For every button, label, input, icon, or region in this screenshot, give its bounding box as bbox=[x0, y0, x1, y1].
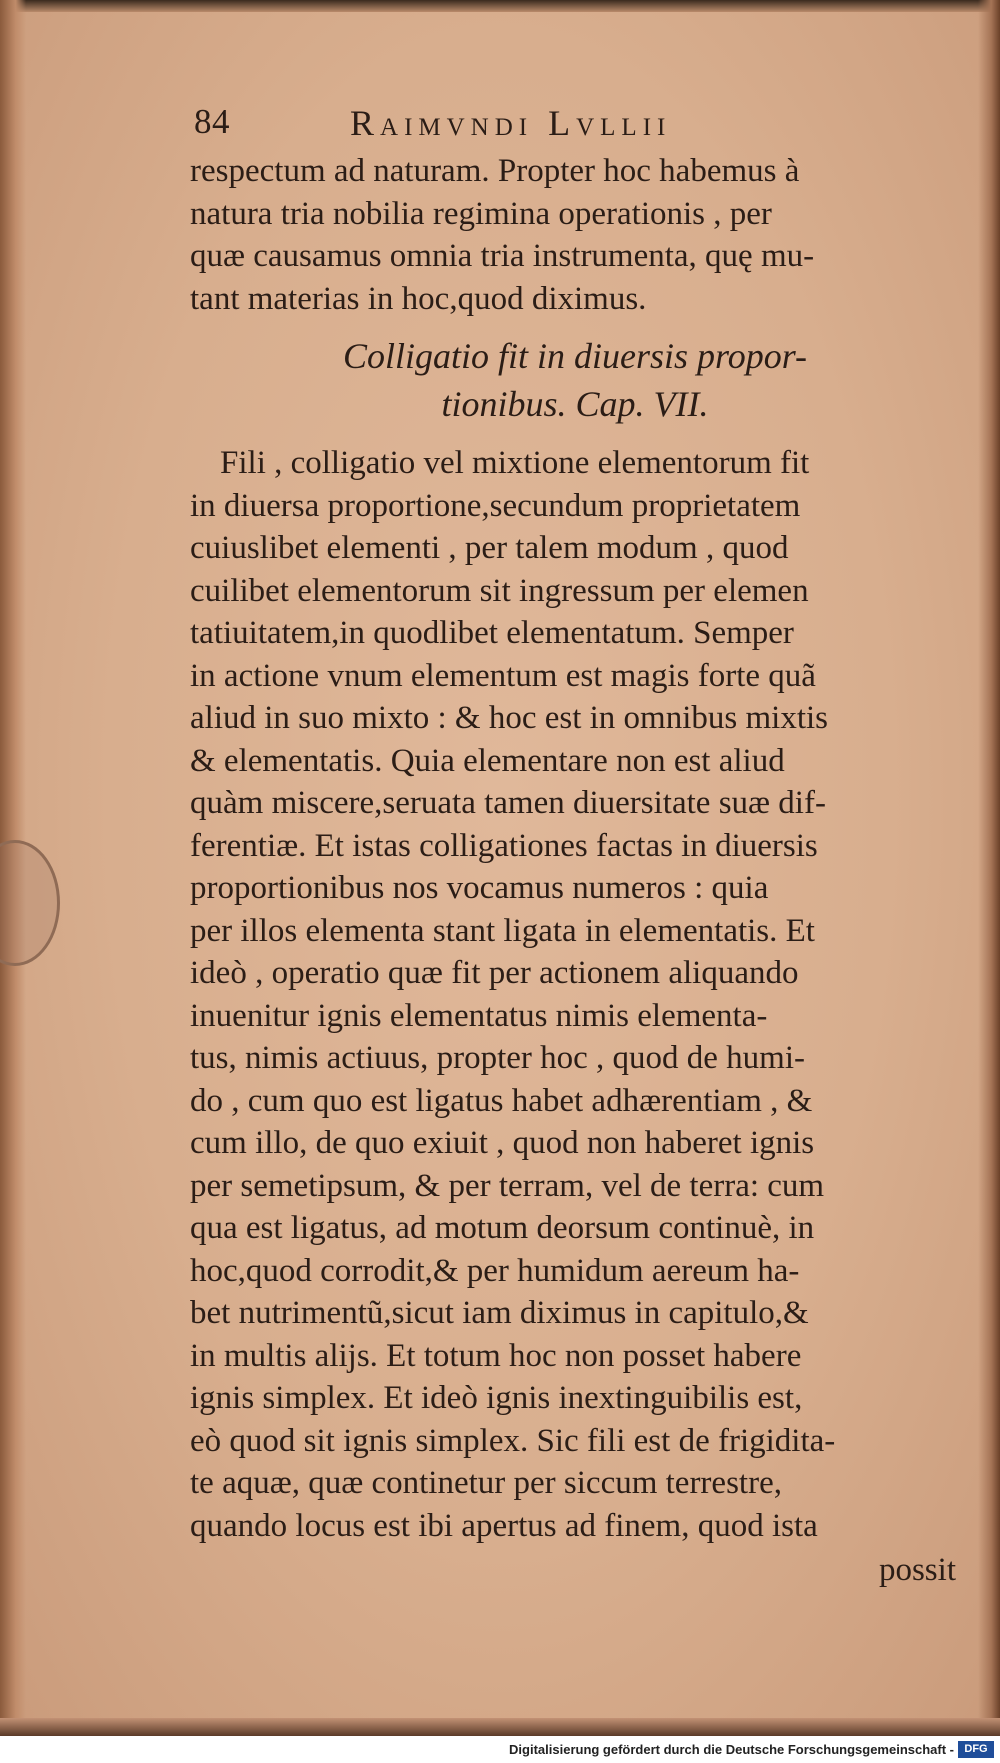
footer-credit: Digitalisierung gefördert durch die Deutsche Forschungsgemeinschaft - bbox=[509, 1742, 954, 1757]
binding-clasp-mark bbox=[0, 840, 60, 966]
text-line: cuiuslibet elementi , per talem modum , quod bbox=[190, 530, 789, 566]
text-line: quàm miscere,seruata tamen diuersitate suæ dif- bbox=[190, 785, 826, 821]
text-line: in multis alijs. Et totum hoc non posset habere bbox=[190, 1337, 802, 1374]
text-line: ideò , operatio quæ fit per actionem aliquando bbox=[190, 955, 799, 991]
text-line: tatiuitatem,in quodlibet elementatum. Semper bbox=[190, 615, 794, 651]
text-line: aliud in suo mixto : & hoc est in omnibus mixtis bbox=[190, 700, 829, 736]
text-line: tus, nimis actiuus, propter hoc , quod de humi- bbox=[190, 1040, 805, 1076]
text-line: hoc,quod corrodit,& per humidum aereum ha- bbox=[190, 1252, 800, 1289]
text-line: quando locus est ibi apertus ad finem, quod ista bbox=[190, 1507, 818, 1544]
page-top-edge bbox=[0, 0, 1000, 12]
text-line: cum illo, de quo exiuit , quod non haberet ignis bbox=[190, 1125, 815, 1161]
text-line: natura tria nobilia regimina operationis , per bbox=[190, 195, 772, 232]
text-line: respectum ad naturam. Propter hoc habemus à bbox=[190, 153, 800, 189]
text-line: do , cum quo est ligatus habet adhærentiam , & bbox=[190, 1082, 813, 1119]
text-line: ferentiæ. Et istas colligationes factas in diuersis bbox=[190, 827, 818, 864]
dfg-logo: DFG bbox=[958, 1741, 994, 1758]
text-line: quæ causamus omnia tria instrumenta, quę mu- bbox=[190, 238, 815, 274]
page-right-edge bbox=[978, 0, 1000, 1735]
text-line: inuenitur ignis elementatus nimis elementa- bbox=[190, 997, 768, 1034]
text-line: in actione vnum elementum est magis forte quã bbox=[190, 657, 816, 694]
digitization-footer bbox=[0, 1736, 1000, 1763]
text-line: te aquæ, quæ continetur per siccum terrestre, bbox=[190, 1465, 782, 1501]
chapter-heading-line-2: tionibus. Cap. VII. bbox=[441, 384, 709, 424]
page-bottom-edge bbox=[0, 1718, 1000, 1736]
chapter-heading-line-1: Colligatio fit in diuersis propor- bbox=[343, 336, 807, 376]
page-header bbox=[190, 100, 960, 150]
page-number: 84 bbox=[194, 102, 230, 141]
text-line: cuilibet elementorum sit ingressum per elemen bbox=[190, 572, 809, 609]
body-paragraph bbox=[190, 442, 960, 1547]
text-block bbox=[190, 100, 960, 1593]
text-line: proportionibus nos vocamus numeros : quia bbox=[190, 870, 769, 906]
text-line: eò quod sit ignis simplex. Sic fili est de frigidita- bbox=[190, 1422, 836, 1459]
text-line: tant materias in hoc,quod diximus. bbox=[190, 280, 647, 317]
text-line: per semetipsum, & per terram, vel de terra: cum bbox=[190, 1167, 825, 1204]
text-line: bet nutrimentũ,sicut iam diximus in capitulo,& bbox=[190, 1295, 809, 1331]
text-line: Fili , colligatio vel mixtione elementorum fit bbox=[220, 445, 810, 481]
text-line: per illos elementa stant ligata in elementatis. Et bbox=[190, 912, 815, 949]
opening-paragraph bbox=[190, 150, 960, 320]
text-line: in diuersa proportione,secundum proprietatem bbox=[190, 487, 801, 524]
text-line: & elementatis. Quia elementare non est aliud bbox=[190, 742, 785, 779]
catchword: possit bbox=[878, 1552, 956, 1588]
text-line: qua est ligatus, ad motum deorsum continuè, in bbox=[190, 1210, 815, 1246]
running-head: Raimvndi Lvllii bbox=[350, 103, 672, 143]
text-line: ignis simplex. Et ideò ignis inextinguibilis est, bbox=[190, 1380, 803, 1416]
